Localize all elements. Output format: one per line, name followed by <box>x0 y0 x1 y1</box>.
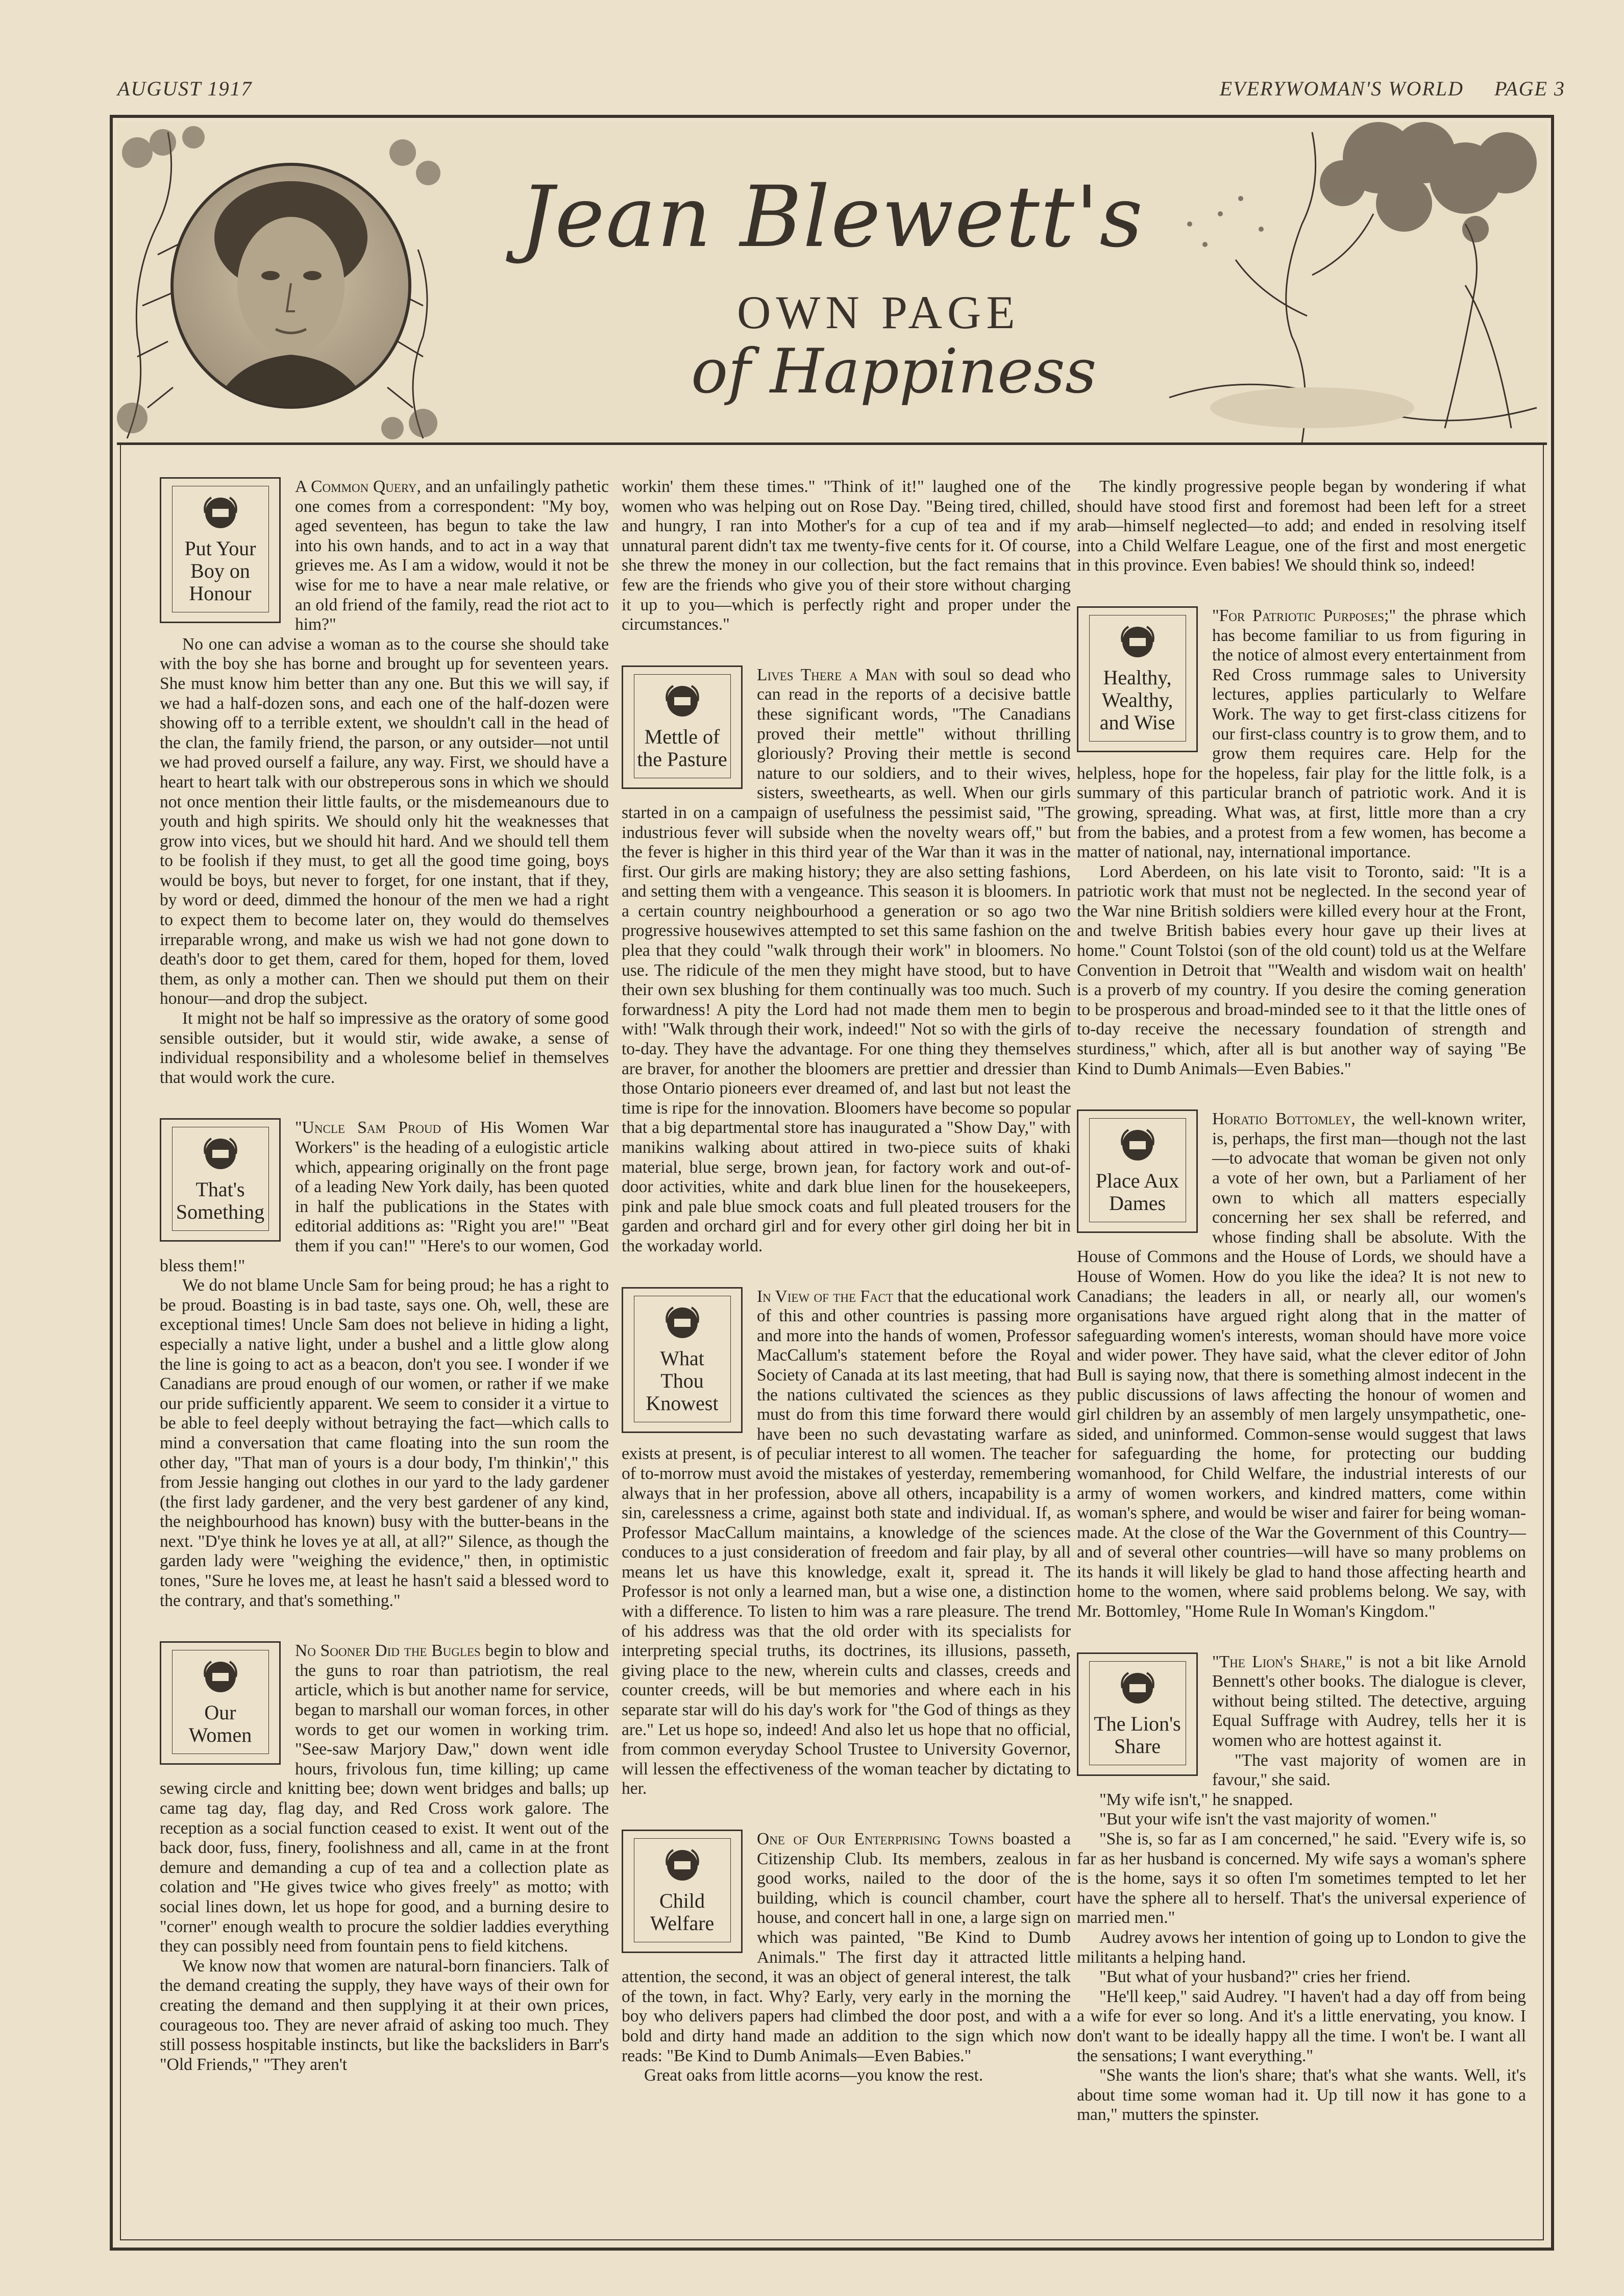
wreath-icon <box>200 1657 241 1697</box>
lead-in: "The Lion's Share," <box>1212 1652 1353 1671</box>
paragraph: "He'll keep," said Audrey. "I haven't had a day off from being a wife for ever so long. And it's a little enervating, you know. I don't want to be ideally happy all the time. I won't be. I want all the sensations; I want everything." <box>1077 1987 1526 2065</box>
paragraph: Lord Aberdeen, on his late visit to Toronto, said: "It is a patriotic work that must not be neglected. In the second year of the War nine British soldiers were killed every hour at the Front, and twelve British babies every hour gave up their lives at home." Count Tolstoi (son of the old count) told us at the Welfare Convention in Detroit that "'Wealth and wisdom wait on health' is a proverb of my country. If you desire the coming generation to be prosperous and broad-minded see to it that the little ones of to-day receive the necessary foundation of strength and sturdiness," which, after all is but another way of saying "Be Kind to Dumb Animals—Even Babies." <box>1077 862 1526 1078</box>
paragraph: workin' them these times." "Think of it!" laughed one of the women who was helping out on Rose Day. "Being tired, chilled, and hungry, I ran into Mother's for a cup of tea and if my unnatural parent didn't tax me twenty-five cents for it. Of course, she threw the money in our collection, but the fact remains that few are the friends who give you of their store without charging it up to you—which is perfectly right and proper under the circumstances." <box>622 477 1071 634</box>
woman-garden-illustration <box>1159 122 1547 442</box>
banner-own-page: OWN PAGE <box>737 286 1020 338</box>
lead-in: One of Our Enterprising Towns <box>757 1830 994 1848</box>
paragraph: "She wants the lion's share; that's what she wants. Well, it's about time some woman had it. Up till now it has gone to a man," mutters the spinster. <box>1077 2066 1526 2125</box>
emblem-title: Put Your Boy on Honour <box>184 537 256 605</box>
paragraph: Audrey avows her intention of going up to London to give the militants a helping hand. <box>1077 1928 1526 1967</box>
emblem-title: Child Welfare <box>650 1889 715 1935</box>
paragraph: "For Patriotic Purposes;" the phrase which has become familiar to us from figuring in the notice of almost every entertainment from Red Cross rummage sales to University lectures, applies particularly to Welfare Work. The way to get first-class citizens for our first-class country is to grow them, and to grow them requires care. Help for the helpless, hope for the hopeless, fair play for the little folk, is a summary of this particular branch of patriotic work. And it is growing, spreading. What was, at first, little more than a cry from the babies, and a protest from a few women, has become a matter of national, nay, international importance. <box>1077 606 1526 862</box>
wreath-icon <box>662 681 703 722</box>
lead-in: No Sooner Did the Bugles <box>295 1641 481 1661</box>
paragraph: Horatio Bottomley, the well-known writer, is, perhaps, the first man—though not the last—to advocate that woman be given not only a vote of her own, but a Parliament of her own to which all matters especially concerning her sex shall be referred, and whose finding shall be absolute. With the House of Commons and the House of Lords, we should have a House of Women. How do you like the idea? It is not new to Canadians; the leaders in all, or nearly all, our women's organisations have argued right along that in the matter of safeguarding women's interests, woman should have more voice and wider power. They have said, what the clever editor of John Bull is saying now, that there is something almost indecent in the public discussions of laws affecting the honour of women and girl children by an assembly of men largely unsympathetic, one-sided, and uninformed. Common-sense would suggest that laws for safeguarding the home, for protecting our budding womanhood, for Child Welfare, the industrial interests of our army of women workers, and kindred matters, come within woman's sphere, and would be wiser and fairer for being woman-made. At the close of the War the Government of this Country—and of several other countries—will have so many problems on its hands it will likely be glad to hand those affecting hearth and home to the women, where said problems belong. We say, with Mr. Bottomley, "Home Rule In Woman's Kingdom." <box>1077 1109 1526 1621</box>
wreath-icon <box>662 1302 703 1343</box>
column-3 <box>1077 477 1526 2223</box>
paragraph: No one can advise a woman as to the course she should take with the boy she has borne and brought up for seventeen years. She must know him better than any one. But this we will say, if we had a half-dozen sons, and each one of the half-dozen were showing off to a terrible extent, we shouldn't call in the head of the clan, the family friend, the parson, or any outsider—not until we had proved ourself a failure, any way. First, we should have a heart to heart talk with our obstreperous sons in which we should not once mention their little faults, or the misdemeanours due to youth and high spirits. We should only hit the weaknesses that grow into vices, but we should hit hard. And we should tell them to be foolish if they must, to get all the good time going, boys would be boys, but never to forget, for one instant, that if they, by word or deed, dimmed the honour of the men we had a right to expect them to become later on, they would do themselves irreparable wrong, and make us wish we had not gone down to death's door to get them, cared for them, hoped for them, loved them, as only a mother can. Then we should put them on their honour—and drop the subject. <box>160 634 609 1008</box>
wreath-icon <box>1117 1125 1158 1166</box>
wreath-icon <box>662 1845 703 1886</box>
paragraph: It might not be half so impressive as the oratory of some good sensible outsider, but it would stir, wide awake, a sense of individual responsibility and a wholesome belief in themselves that would work the cure. <box>160 1009 609 1087</box>
lead-in: "For Patriotic Purposes;" <box>1212 606 1396 625</box>
paragraph: Lives There a Man with soul so dead who can read in the reports of a decisive battle these significant words, "The Canadians proved their mettle" without thrilling gloriously? Proving their mettle is second nature to our soldiers, and to their wives, sisters, sweethearts, as well. When our girls started in on a campaign of usefulness the pessimist said, "The industrious fever will subside when the novelty wears off," but the fever is higher in this third year of the War than it was in the first. Our girls are making history; they are also setting fashions, and setting them with a vengeance. This season it is bloomers. In a certain country neighbourhood a generation or so ago two progressive housewives attempted to set this same fashion on the plea that they could "walk through their work" in bloomers. No use. The ridicule of the men they might have stood, but to have their own sex blushing for them continually was too much. Such forwardness! A pity the Lord had not made them men to begin with! "Walk through their work, indeed!" Not so with the girls of to-day. They have the advantage. For one thing they themselves are braver, for another the bloomers are prettier and dressier than those Ontario pioneers ever dreamed of, and last but not least the time is ripe for the innovation. Bloomers have become so popular that a big departmental store has inaugurated a "Show Day," with manikins walking about attired in two-piece suits of khaki material, blue serge, brown jean, for factory work and out-of-door activities, white and dark blue linen for the housekeepers, pink and pale blue smock coats and full pleated trousers for the garden and orchard girl and for every other girl doing her bit in the workaday world. <box>622 665 1071 1255</box>
paragraph: "The vast majority of women are in favour," she said. <box>1212 1750 1526 1790</box>
emblem-title: What Thou Knowest <box>646 1346 719 1415</box>
paragraph: "My wife isn't," he snapped. <box>1099 1790 1293 1809</box>
wreath-icon <box>1117 622 1158 662</box>
wreath-icon <box>1117 1668 1158 1709</box>
paragraph: "But your wife isn't the vast majority of women." <box>1099 1810 1437 1829</box>
paragraph: No Sooner Did the Bugles begin to blow and the guns to roar than patriotism, the real article, which is but another name for service, began to marshall our woman forces, in other words to get our women in working trim. "See-saw Marjory Daw," down went idle hours, frivolous fun, time killing; up came sewing circle and knitting bee; down went bridges and balls; up came tag day, flag day, and Red Cross work galore. The reception as a social function ceased to exist. It went out of the back door, fuss, finery, foolishness and all, came in at the front demure and demanding a cup of tea and a collection plate as colation and "He gives twice who gives freely" as motto; with social lines down, let us hope for good, and a burning desire to "corner" enough wealth to procure the soldier laddies everything they can possibly need from fountain pens to field kitchens. <box>160 1641 609 1956</box>
emblem-lions-share <box>1077 1652 1198 1776</box>
emblem-what-thou-knowest <box>622 1287 743 1433</box>
paragraph: We know now that women are natural-born financiers. Talk of the demand creating the supply, they have ways of their own for creating the demand and then supplying it at their own prices, courageous too. They are never afraid of asking too much. They still possess hospitable instincts, but like the backsliders in Barr's "Old Friends," "They aren't <box>160 1956 609 2074</box>
emblem-title: The Lion's Share <box>1094 1712 1181 1758</box>
emblem-healthy-wealthy <box>1077 606 1198 752</box>
paragraph: "She is, so far as I am concerned," he said. "Every wife is, so far as her husband is concerned. My wife says a woman's sphere is the home, says it so often I'm sometimes tempted to let her have the sphere all to herself. That's the universal experience of married men." <box>1077 1830 1526 1928</box>
banner-title: Jean Blewett's <box>520 168 1144 266</box>
lead-in: Horatio Bottomley, <box>1212 1109 1356 1129</box>
running-header-date: AUGUST 1917 <box>117 77 253 100</box>
emblem-title: That's Something <box>176 1178 265 1224</box>
emblem-mettle <box>622 665 743 789</box>
emblem-thats-something <box>160 1118 281 1242</box>
lead-in: "Uncle Sam Proud <box>295 1118 441 1138</box>
emblem-child-welfare <box>622 1830 743 1953</box>
emblem-put-your-boy <box>160 477 281 623</box>
paragraph: A Common Query, and an unfailingly pathetic one comes from a correspondent: "My boy, aged seventeen, has begun to take the law into his own hands, and to act in a way that grieves me. As I am a widow, would it not be wise for me to have a near male relative, or an old friend of the family, read the riot act to him?" <box>295 477 609 634</box>
paragraph: The kindly progressive people began by wondering if what should have stood first and foremost had been left for a street arab—himself neglected—to add; and ended in resolving itself into a Child Welfare League, one of the first and most energetic in this province. Even babies! We should think so, indeed! <box>1077 477 1526 575</box>
column-2 <box>622 477 1071 2223</box>
paragraph: We do not blame Uncle Sam for being proud; he has a right to be proud. Boasting is in bad taste, says one. Oh, well, these are exceptional times! Uncle Sam does not believe in hiding a light, especially a native light, under a bushel and a little glow along the line is going to act as a beacon, don't you see. I wonder if we Canadians are proud enough of our women, or rather if we make our pride sufficiently apparent. We seem to consider it a virtue to be able to feel deeply without betraying the fact—which calls to mind a conversation that came floating into the sun room the other day, "That man of yours is a dour body, I'm thinkin'," this from Jessie hanging out clothes in our yard to the lady gardener (the first lady gardener, and the very best gardener of any kind, the neighbourhood has known) busy with the butter-beans in the next. "D'ye think he loves ye at all, at all?" Silence, as though the garden lady were "weighing the evidence," then, in optimistic tones, "Sure he loves me, at least he hasn't said a blessed word to the contrary, and that's something." <box>160 1276 609 1610</box>
lead-in: In View of the Fact <box>757 1287 894 1306</box>
paragraph: "Uncle Sam Proud of His Women War Workers" is the heading of a eulogistic article which, appearing originally on the front page of a leading New York daily, has been quoted in half the publications in the States with editorial additions as: "Right you are!" "Beat them if you can!" "Here's to our women, God bless them!" <box>160 1118 609 1275</box>
emblem-title: Healthy, Wealthy, and Wise <box>1099 665 1175 734</box>
emblem-place-aux-dames <box>1077 1109 1198 1233</box>
paragraph: One of Our Enterprising Towns boasted a Citizenship Club. Its members, zealous in good works, nailed to the door of the building, which is council chamber, court house, and concert hall in one, a large sign on which was painted, "Be Kind to Dumb Animals." The first day it attracted little attention, the second, it was an object of general interest, the talk of the town, in fact. Why? Early, very early in the morning the boy who delivers papers had climbed the door post, and with a bold and dirty hand made an addition to the sign which now reads: "Be Kind to Dumb Animals—Even Babies." <box>622 1830 1071 2065</box>
emblem-our-women <box>160 1641 281 1765</box>
portrait-icon <box>170 163 411 409</box>
emblem-title: Our Women <box>188 1701 252 1747</box>
wreath-icon <box>200 1133 241 1174</box>
paragraph: In View of the Fact that the educational work of this and other countries is passing more and more into the hands of women, Professor MacCallum's statement before the Royal Society of Canada at its last meeting, that had the nations cultivated the sciences as they must do from this time forward there would have been no such devastating warfare as exists at present, is of peculiar interest to all women. The teacher of to-morrow must avoid the mistakes of yesterday, remembering always that in her profession, above all others, incapability is a sin, carelessness a crime, against both state and individual. If, as Professor MacCallum maintains, a knowledge of the sciences conduces to a just consideration of freedom and fair play, by all means let us have this knowledge, exalt it, spread it. The Professor is not only a learned man, but a wise one, a distinction with a difference. To listen to him was a rare pleasure. The trend of his address was that the old order with its specialists for interpreting special truths, its doctrines, its illusions, passeth, giving place to the new, wherein cults and classes, creeds and counter creeds, will be but memories and where each in his separate star will do his day's work for "the God of things as they are." Let us hope so, indeed! And also let us hope that no official, from common everyday School Trustee to University Governor, will lessen the effectiveness of the woman teacher by dictating to her. <box>622 1287 1071 1798</box>
title-banner <box>117 122 1547 445</box>
lead-in: Lives There a Man <box>757 665 898 684</box>
column-1 <box>160 477 609 2223</box>
emblem-title: Mettle of the Pasture <box>637 725 727 771</box>
running-header-magazine: EVERYWOMAN'S WORLD PAGE 3 <box>1219 77 1565 100</box>
lead-in: A Common Query, <box>295 477 421 496</box>
banner-happiness: of Happiness <box>691 336 1097 407</box>
wreath-icon <box>200 492 241 533</box>
emblem-title: Place Aux Dames <box>1095 1169 1179 1215</box>
paragraph: Great oaks from little acorns—you know the rest. <box>644 2066 983 2085</box>
paragraph: "The Lion's Share," is not a bit like Arnold Bennett's other books. The dialogue is clever, without being stilted. The detective, arguing Equal Suffrage with Audrey, tells her it is women who are hottest against it. <box>1212 1652 1527 1750</box>
paragraph: "But what of your husband?" cries her friend. <box>1099 1967 1411 1987</box>
